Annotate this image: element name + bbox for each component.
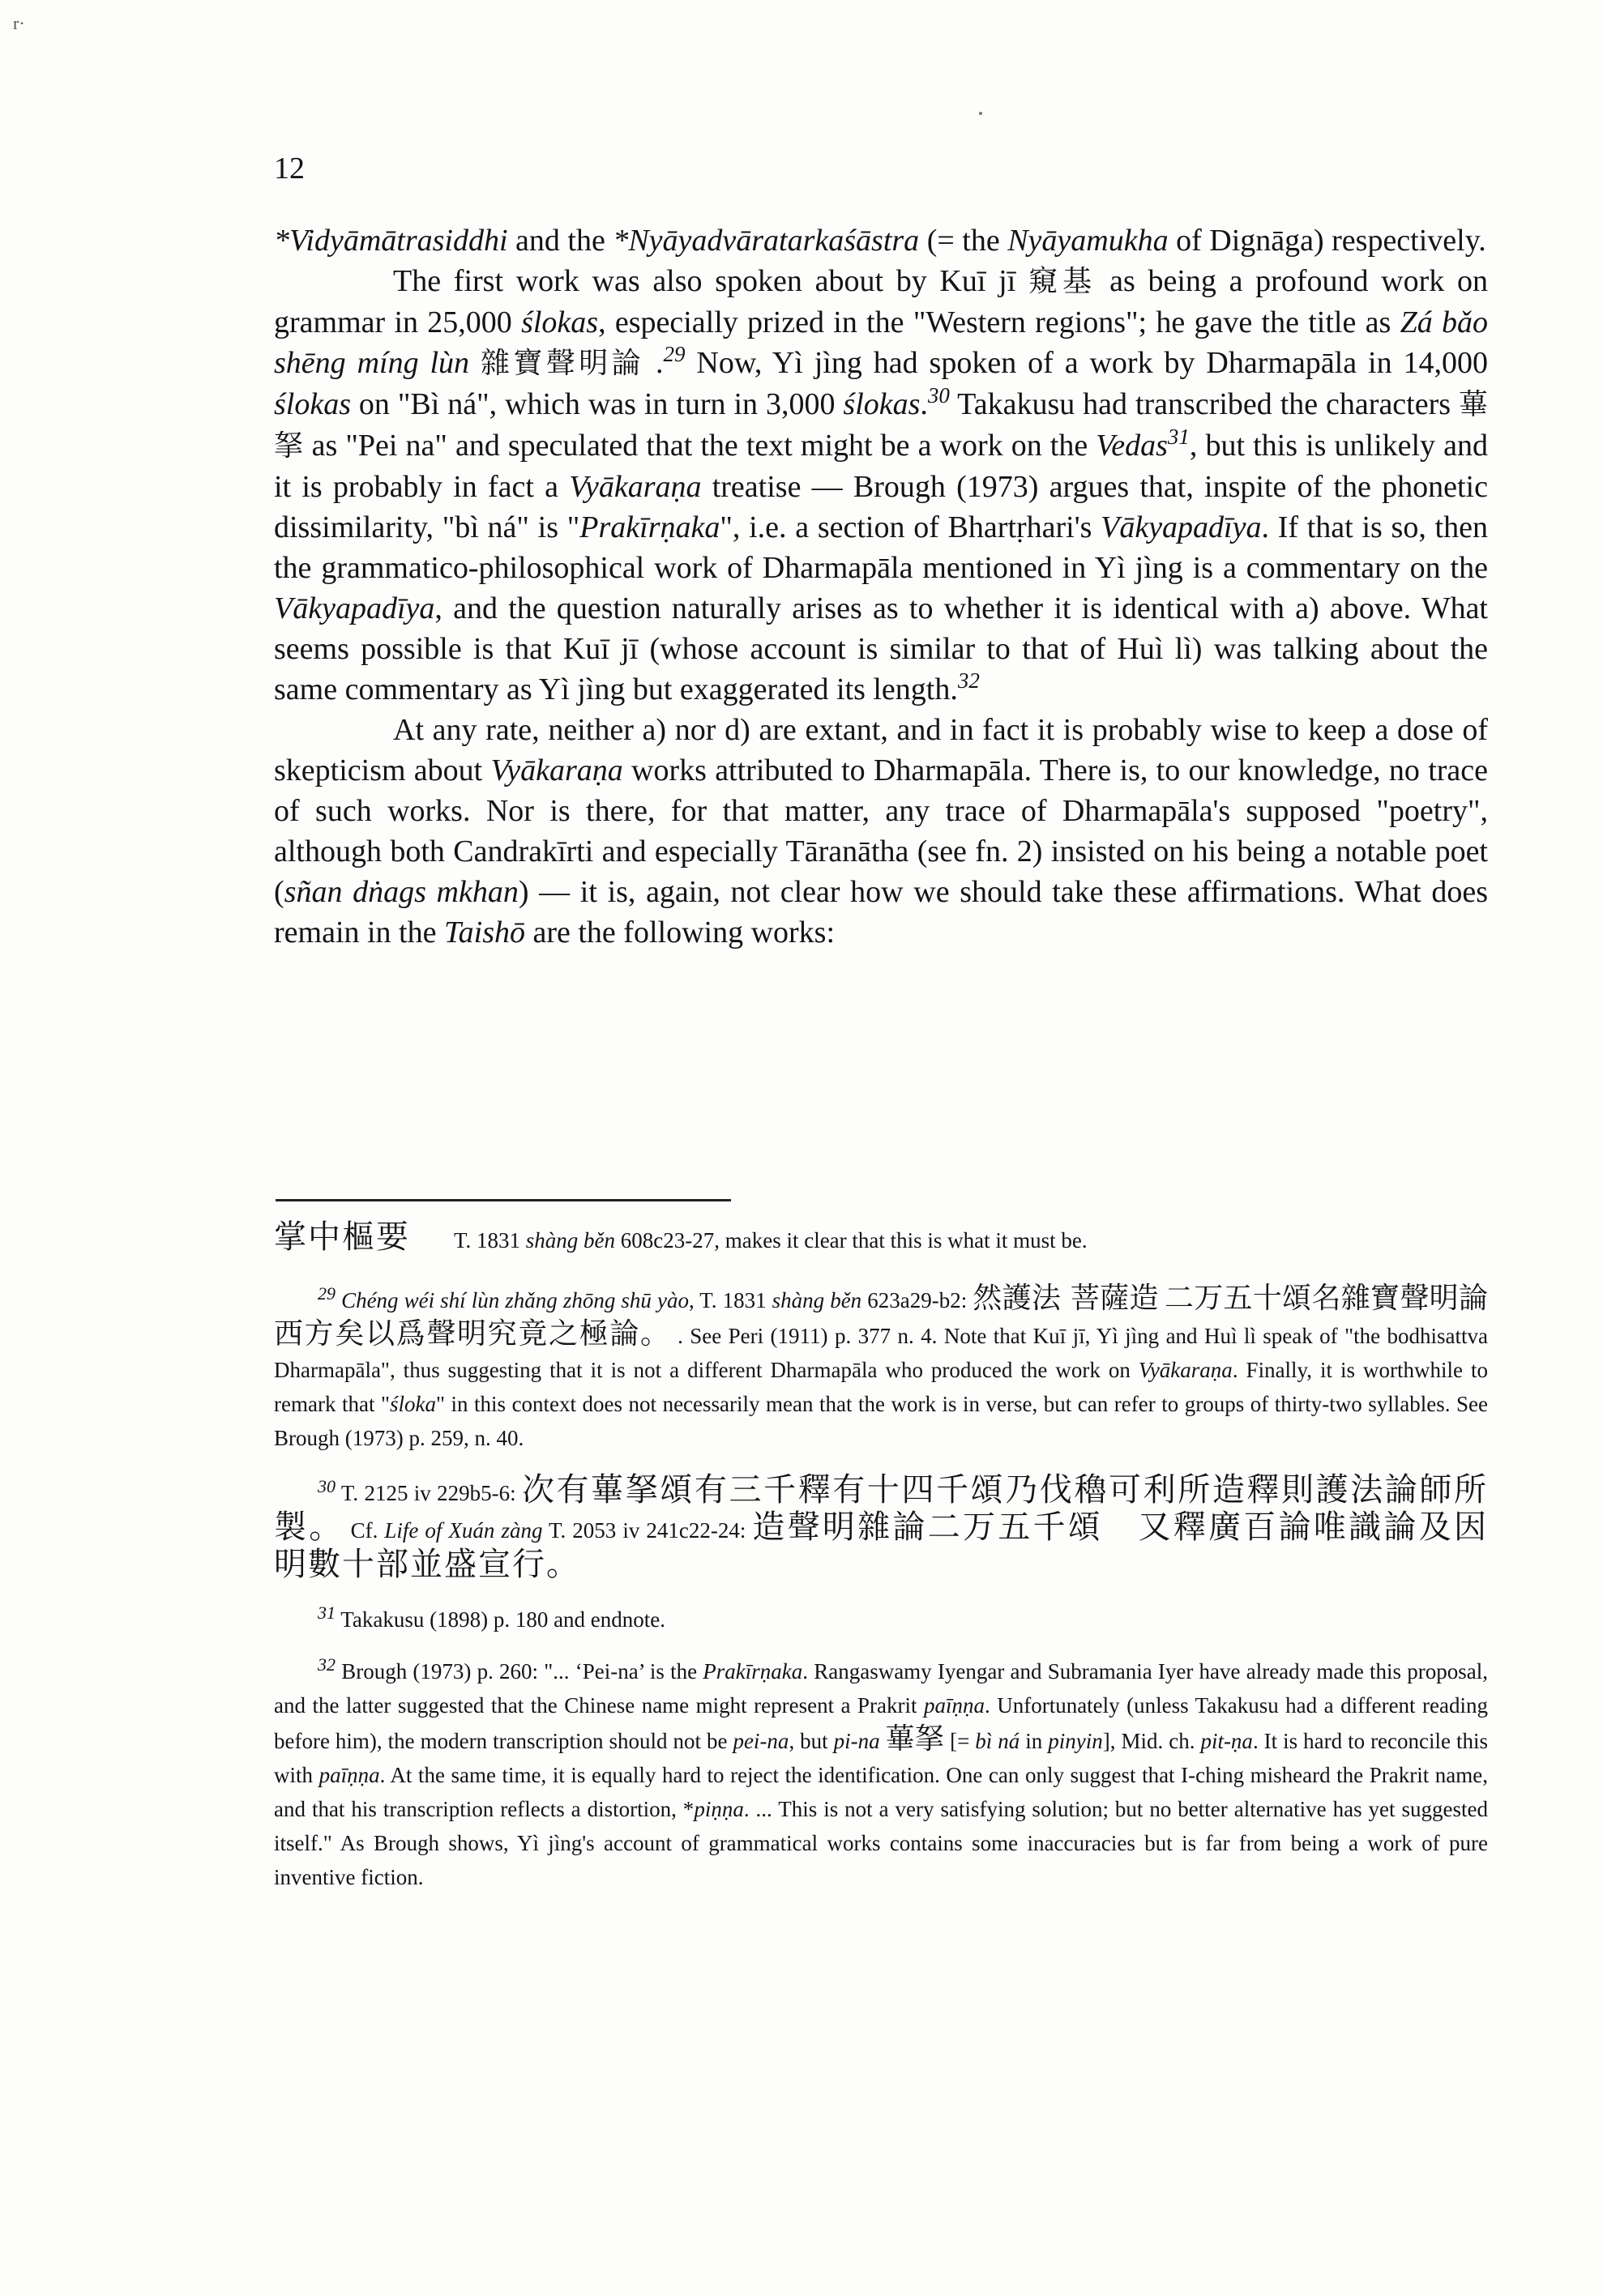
p2-y: Prakīrṇaka <box>579 510 720 544</box>
n32-a: Brough (1973) p. 260: "... ‘Pei-na’ is the <box>336 1659 703 1684</box>
footnote-continued <box>274 1220 1488 1257</box>
p2-ac: Vākyapadīya <box>274 591 435 625</box>
p2-m: on "Bì ná", which was in turn in 3,000 <box>351 387 844 421</box>
p3-c: works attributed to Dharmapāla. There is, to our knowledge, no trace of such works. Nor is there, for that matter, any trace of Dharmapāla's supposed "poetry", although both Candrakīrti and especially Tāranātha (see fn. 2) insisted on his being a notable poet ( <box>274 753 1489 909</box>
body-text <box>274 220 1488 953</box>
n29-cjk1: 然護法 菩薩造 <box>972 1282 1159 1315</box>
p2-w: Vyākaraṇa <box>569 470 702 504</box>
n29-b: , T. 1831 <box>688 1288 772 1312</box>
footnote-number-32: 32 <box>318 1654 336 1675</box>
p2-f: Zá bǎo shēng míng lùn <box>274 305 1488 380</box>
p3-a: At any rate, neither a) nor d) are extant, and in fact it is probably wise to keep a dose of skepticism about <box>274 713 1488 787</box>
n29-c: shàng běn <box>772 1288 862 1312</box>
n29-a: Chéng wéi shí lùn zhǎng zhōng shū yào <box>341 1288 689 1312</box>
p2-e: , especially prized in the "Western regions"; he gave the title as <box>598 305 1400 339</box>
p1-b: and the <box>507 224 613 258</box>
footnote-number-31: 31 <box>318 1603 336 1623</box>
footnote-separator <box>276 1199 731 1201</box>
p3-g: are the following works: <box>524 915 836 950</box>
n32-cjk: 蓽拏 <box>885 1722 945 1756</box>
p2-g <box>469 346 481 380</box>
corner-mark: r· <box>13 13 25 33</box>
n32-s: piṇṇa <box>694 1797 744 1821</box>
footnote-ref-31: 31 <box>1167 425 1190 449</box>
n32-d: paīṇṇa <box>923 1693 985 1718</box>
n30-b: Cf. <box>350 1518 385 1543</box>
page-number: 12 <box>274 152 305 186</box>
footnote-ref-32: 32 <box>957 668 980 693</box>
n30-cjk2: 造聲明雜論二万五千頌 又釋廣百論唯識論及因明數十部並盛宣行。 <box>274 1509 1488 1583</box>
p2-k: Now, Yì jìng had spoken of a work by Dharmapāla in 14,000 <box>685 346 1488 380</box>
n32-n: ], Mid. ch. <box>1102 1729 1201 1753</box>
p2-t: Vedas <box>1096 429 1168 463</box>
n32-h: pi-na <box>833 1729 880 1753</box>
p3-e: ) — it is, again, not clear how we should take these affirmations. What does remain in the <box>274 875 1488 950</box>
p2-z: ", i.e. a section of Bhartṛhari's <box>720 510 1101 544</box>
p2-v: , but this is unlikely and it is probably in fact a <box>274 429 1488 504</box>
p2-i: . <box>644 346 664 380</box>
n29-h: śloka <box>390 1392 436 1416</box>
n0-c: 608c23-27, makes it clear that this is what it must be. <box>615 1228 1088 1253</box>
n30-d: T. 2053 iv 241c22-24: <box>542 1518 753 1543</box>
footnote-29 <box>274 1282 1488 1455</box>
p2-x: treatise — Brough (1973) argues that, inspite of the phonetic dissimilarity, "bì ná" is " <box>274 470 1488 544</box>
p3-d: sñan dṅags mkhan <box>284 875 519 909</box>
p2-h: 雜寶聲明論 <box>480 347 645 380</box>
footnote-ref-30: 30 <box>927 383 950 408</box>
p2-s: as "Pei na" and speculated that the text might be a work on the <box>303 429 1096 463</box>
n30-c: Life of Xuán zàng <box>384 1518 543 1543</box>
p2-d: ślokas <box>521 305 599 339</box>
p2-aa: Vākyapadīya <box>1101 510 1262 544</box>
paragraph-1 <box>274 220 1488 261</box>
n0-a: T. 1831 <box>454 1228 526 1253</box>
n29-f: Vyākaraṇa <box>1138 1358 1233 1382</box>
n32-t: . ... This is not a very satisfying solution; but no better alternative has yet suggested itself." As Brough shows, Yì jìng's account of grammatical works contains some inaccuracies but is far from being a work of pure inventive fiction. <box>274 1797 1488 1889</box>
n29-d: 623a29-b2: <box>861 1288 973 1312</box>
footnote-number-30: 30 <box>318 1476 336 1496</box>
p1-f: of Dignāga) respectively. <box>1168 224 1486 258</box>
p2-a: The first work was also spoken about by Kuī jī <box>393 264 1028 298</box>
p1-e: Nyāyamukha <box>1007 224 1169 258</box>
speck <box>979 112 982 115</box>
paragraph-2 <box>274 261 1488 710</box>
p2-n: ślokas <box>843 387 921 421</box>
p1-d: (= the <box>919 224 1008 258</box>
n0-cjk: 掌中樞要 <box>274 1218 410 1256</box>
p3-b: Vyākaraṇa <box>490 753 623 787</box>
n30-cjk1: 次有蓽拏頌有三千釋有十四千頌乃伐穭可利所造釋則護法論師所製。 <box>274 1471 1488 1546</box>
p2-ab: . If that is so, then the grammatico-philosophical work of Dharmapāla mentioned in Yì jìng is a commentary on the <box>274 510 1488 585</box>
p2-ad: , and the question naturally arises as to whether it is identical with a) above. What seems possible is that Kuī jī (whose account is similar to that of Huì lì) was talking about the same commentary as Yì jìng but exaggerated its length. <box>274 591 1488 706</box>
footnote-30 <box>274 1473 1488 1585</box>
p1-c: *Nyāyadvāratarkaśāstra <box>613 224 920 258</box>
n32-l: in <box>1020 1729 1049 1753</box>
n0-b: shàng běn <box>525 1228 615 1253</box>
n32-j: [= <box>944 1729 976 1753</box>
n32-p: . It is hard to reconcile this with <box>274 1729 1488 1787</box>
p1-a: *Vidyāmātrasiddhi <box>274 224 508 258</box>
paragraph-3 <box>274 710 1488 953</box>
n32-k: bì ná <box>975 1729 1020 1753</box>
n29-cjk2: 二万五十頌名雜寶聲明論西方矣以爲聲明究竟之極論。 <box>274 1282 1488 1351</box>
n32-e: . Unfortunately (unless Takakusu had a different reading before him), the modern transcription should not be <box>274 1693 1488 1753</box>
n31-a: Takakusu (1898) p. 180 and endnote. <box>336 1607 666 1632</box>
p2-q: Takakusu had transcribed the characters <box>949 387 1459 421</box>
footnotes <box>274 1220 1488 1912</box>
footnote-number-29: 29 <box>318 1283 336 1304</box>
p3-f: Taishō <box>443 915 525 950</box>
n32-f: pei-na <box>733 1729 789 1753</box>
n30-a: T. 2125 iv 229b5-6: <box>336 1481 522 1505</box>
p2-l: ślokas <box>274 387 351 421</box>
n29-e: . See Peri (1911) p. 377 n. 4. Note that Kuī jī, Yì jìng and Huì lì speak of "the bodhisattva Dharmapāla", thus suggesting that it is not a different Dharmapāla who produced the work on <box>274 1324 1488 1382</box>
p2-o: . <box>920 387 928 421</box>
n32-g: , but <box>789 1729 834 1753</box>
n32-m: pinyin <box>1048 1729 1103 1753</box>
n29-i: " in this context does not necessarily mean that the work is in verse, but can refer to groups of thirty-two syllables. See Brough (1973) p. 259, n. 40. <box>274 1392 1488 1450</box>
p2-b: 窺基 <box>1028 265 1097 298</box>
p2-r: 蓽拏 <box>274 388 1488 463</box>
footnote-31 <box>274 1603 1488 1637</box>
footnote-32 <box>274 1654 1488 1894</box>
n32-b: Prakīrṇaka <box>703 1659 803 1684</box>
n32-q: paīṇṇa <box>318 1763 380 1787</box>
n29-g: . Finally, it is worthwhile to remark that " <box>274 1358 1488 1416</box>
p2-c: as being a profound work on grammar in 25,000 <box>274 264 1488 339</box>
n32-i <box>880 1729 886 1753</box>
n32-o: pit-ṇa <box>1200 1729 1253 1753</box>
n32-c: . Rangaswamy Iyengar and Subramania Iyer have already made this proposal, and the latter suggested that the Chinese name might represent a Prakrit <box>274 1659 1488 1718</box>
footnote-ref-29: 29 <box>663 342 686 366</box>
n32-r: . At the same time, it is equally hard to reject the identification. One can only suggest that I-ching misheard the Prakrit name, and that his transcription reflects a distortion, * <box>274 1763 1488 1821</box>
